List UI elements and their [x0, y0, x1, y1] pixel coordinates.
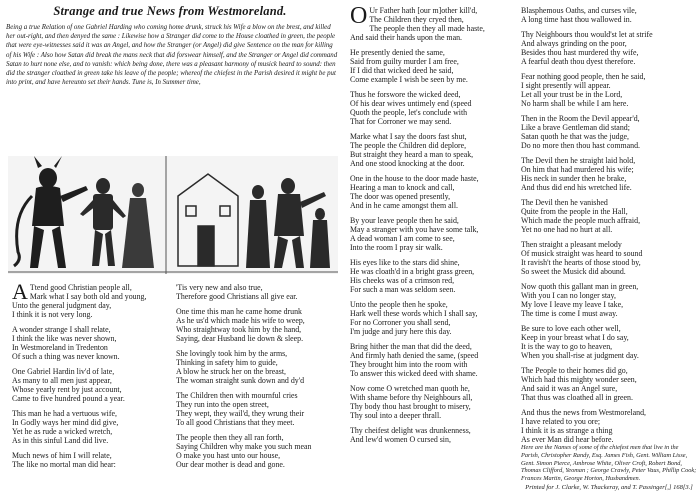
verse-line: The Devil then he vanished — [521, 198, 608, 207]
verse-line: As ever Man did hear before. — [521, 435, 614, 444]
verse-line: Ttend good Christian people all, — [29, 283, 132, 292]
verse-line: And firmly hath denied the same, (speed — [350, 351, 479, 360]
verse-line: Which had this mighty wonder seen, — [521, 375, 637, 384]
verse-line: Of his dear wives untimely end (speed — [350, 99, 472, 108]
verse-line: I think it is as strange a thing — [521, 426, 613, 435]
verse-line: Then straight a pleasant melody — [521, 240, 622, 249]
verse-line: Then in the Room the Devil appear'd, — [521, 114, 640, 123]
verse-line: The People to their homes did go, — [521, 366, 628, 375]
verse-line: Unto the people then he spoke, — [350, 300, 448, 309]
verse-line: As many to all men just appear, — [12, 376, 112, 385]
verse-line: Therefore good Christians all give ear. — [176, 292, 298, 301]
verse-line: Hearing a man to knock and call, — [350, 183, 455, 192]
intro-paragraph: Being a true Relation of one Gabriel Harding who coming home drunk, struck his Wife a blow on the brest, and killed her out-right, and then denyed the same : Likewise how a Stranger did come to the House cloathed in green, the people that were eye-witnesses said it was an Angel, and how the Stranger (or Angel) did give Sentence on the man for killing of his Wife : Also how Satan did break the mans neck that did forswear himself, and the Stranger or Angel did command Satan to hurt none else, and to vanish: which being done, there was a pleasant harmony of musick heard to sound: then did the stranger cloathed in green take his leave of the people; whereof the chiefest in the Parish desired it might be put into print, and have hereunto set their hands. Tune is, In Summer time, — [6, 24, 338, 87]
verse-line: Saying Children why make you such mean — [176, 442, 312, 451]
verse-line: Yet no one had no hurt at all. — [521, 225, 613, 234]
verse-line: Who straightway took him by the hand, — [176, 325, 302, 334]
verse-line: O make you hast unto our house, — [176, 451, 281, 460]
verse-line: And one stood knocking at the door. — [350, 159, 465, 168]
verse-line: As in this sinful Land did live. — [12, 436, 109, 445]
verse-line: And thus the news from Westmoreland, — [521, 408, 647, 417]
verse-line: One in the house to the door made haste, — [350, 174, 479, 183]
verse-line: That thus was cloathed all in green. — [521, 393, 633, 402]
verse-line: Besides thou hast murdered thy wife, — [521, 48, 639, 57]
verse-line: Of such a thing was never known. — [12, 352, 120, 361]
verse-line: She lovingly took him by the arms, — [176, 349, 288, 358]
verse-line: Our dear mother is dead and gone. — [176, 460, 285, 469]
verse-line: His neck in sunder then he brake, — [521, 174, 627, 183]
verse-line: One time this man he came home drunk — [176, 307, 302, 316]
verse-line: The door was opened presently, — [350, 192, 451, 201]
verse-line: Of musick straight was heard to sound — [521, 249, 643, 258]
verse-line: I'm judge and jury here this day. — [350, 327, 452, 336]
verse-line: My love I leave my leave I take, — [521, 300, 624, 309]
ballad-column-3 — [350, 3, 520, 444]
verse-line: In Westmoreland in Tredenton — [12, 343, 108, 352]
verse-line: The time is come I must away. — [521, 309, 618, 318]
verse-line: The people then they all made haste, — [369, 24, 485, 33]
verse-line: With you I can no longer stay, — [521, 291, 616, 300]
verse-line: The people then they all ran forth, — [176, 433, 284, 442]
drop-cap: A — [12, 279, 28, 304]
verse-line: Mark what I say both old and young, — [29, 292, 147, 301]
verse-line: Thy soul into a deeper thrall. — [350, 411, 442, 420]
verse-line: The Children they cryed then, — [369, 15, 464, 24]
verse-line: That for Corroner we may send. — [350, 117, 452, 126]
verse-line: A blow he struck her on the breast, — [176, 367, 287, 376]
verse-line: Thus he forswore the wicked deed, — [350, 90, 461, 99]
verse-line: The woman straight sunk down and dy'd — [176, 376, 305, 385]
verse-line: They brought him into the room with — [350, 360, 468, 369]
verse-line: Satan quoth he that was the judge, — [521, 132, 630, 141]
verse-line: A dead woman I am come to see, — [350, 234, 455, 243]
verse-line: Be sure to love each other well, — [521, 324, 621, 333]
verse-line: Thy body thou hast brought to misery, — [350, 402, 471, 411]
verse-line: Which made the people much affraid, — [521, 216, 641, 225]
verse-line: Saying, dear Husband lie down & sleep. — [176, 334, 304, 343]
verse-line: For no Corroner you shall send, — [350, 318, 451, 327]
verse-line: No harm shall be while I am here. — [521, 99, 629, 108]
verse-line: But straight they heard a man to speak, — [350, 150, 474, 159]
verse-line: His cheeks was of a crimson red, — [350, 276, 455, 285]
verse-line: Marke what I say the doors fast shut, — [350, 132, 467, 141]
verse-line: Much news of him I will relate, — [12, 451, 112, 460]
verse-line: It is the way to go to heaven, — [521, 342, 613, 351]
verse-line: Fear nothing good people, then he said, — [521, 72, 646, 81]
verse-line: To answer this wicked deed with shame. — [350, 369, 478, 378]
verse-line: I sight presently will appear. — [521, 81, 611, 90]
verse-line: To all good Christians that they meet. — [176, 418, 295, 427]
verse-line: And said their hands upon the man. — [350, 33, 462, 42]
verse-line: Hark well these words which I shall say, — [350, 309, 478, 318]
verse-line: They wept, they wail'd, they wrung their — [176, 409, 305, 418]
verse-line: His eyes like to the stars did shine, — [350, 258, 460, 267]
verse-line: He was cloath'd in a bright grass green, — [350, 267, 475, 276]
verse-line: Said from guilty murder I am free, — [350, 57, 459, 66]
verse-line: I think the like was never shown, — [12, 334, 117, 343]
verse-line: And in he came amongst them all. — [350, 201, 459, 210]
verse-line: They run into the open street, — [176, 400, 269, 409]
woodcut-illustration — [8, 156, 338, 274]
verse-line: Keep in your breast what I do say, — [521, 333, 629, 342]
verse-line: For such a man was seldom seen. — [350, 285, 456, 294]
ballad-column-2 — [176, 283, 341, 469]
verse-line: The people the Children did deplore, — [350, 141, 467, 150]
verse-line: A fearful death thou dyest therefore. — [521, 57, 636, 66]
verse-line: Let all your trust be in the Lord, — [521, 90, 623, 99]
verse-line: Whose yearly rent by just account, — [12, 385, 122, 394]
verse-line: And said it was an Angel sure, — [521, 384, 618, 393]
verse-line: On him that had murdered his wife; — [521, 165, 634, 174]
verse-line: And always grinding on the poor, — [521, 39, 627, 48]
verse-line: When you shall-rise at judgment day. — [521, 351, 639, 360]
verse-line: The Children then with mournful cries — [176, 391, 298, 400]
verse-line: By your leave people then he said, — [350, 216, 459, 225]
verse-line: And lew'd women O cursed sin, — [350, 435, 451, 444]
verse-line: A wonder strange I shall relate, — [12, 325, 111, 334]
verse-line: I have related to you ore; — [521, 417, 601, 426]
verse-line: In Godly ways her mind did give, — [12, 418, 119, 427]
verse-line: This man he had a vertuous wife, — [12, 409, 117, 418]
verse-line: The like no mortal man did hear: — [12, 460, 116, 469]
verse-line: 'Tis very new and also true, — [176, 283, 263, 292]
verse-line: He presently denied the same, — [350, 48, 445, 57]
verse-line: Now quoth this gallant man in green, — [521, 282, 639, 291]
verse-line: One Gabriel Hardin liv'd of late, — [12, 367, 115, 376]
verse-line: Yet he as rude a wicked wretch, — [12, 427, 113, 436]
verse-line: Do no more then thou hast command. — [521, 141, 640, 150]
verse-line: It ravish't the hearts of those stood by, — [521, 258, 641, 267]
verse-line: So sweet the Musick did abound. — [521, 267, 626, 276]
verse-line: Unto the general judgment day, — [12, 301, 112, 310]
signers-list: Here are the Names of some of the chiefest men that live in the Parish, Christopher Randy, Esq. James Fish, Gent. William Lisse, Gent. Simon Pierce, Ambrose White, Oliver Croft, Robert Bond, Thomas Clifford, Yeoman ; George Crawly, Peter Vaus, Phillip Cook; Frances Martin, George Horton, Husbandmen. — [521, 444, 697, 483]
verse-line: With shame before thy Neighbours all, — [350, 393, 473, 402]
verse-line: If I did that wicked deed he said, — [350, 66, 454, 75]
verse-line: Like a brave Gentleman did stand; — [521, 123, 630, 132]
drop-cap: O — [350, 3, 368, 29]
verse-line: May a stranger with you have some talk, — [350, 225, 479, 234]
verse-line: As he us'd which made his wife to weep, — [176, 316, 305, 325]
verse-line: Blasphemous Oaths, and curses vile, — [521, 6, 637, 15]
verse-line: Came to five hundred pound a year. — [12, 394, 125, 403]
verse-line: Thinking in safety him to guide, — [176, 358, 278, 367]
verse-line: Into the room I pray sir walk. — [350, 243, 443, 252]
ballad-column-4 — [521, 6, 697, 492]
verse-line: Thy Neighbours thou would'st let at strife — [521, 30, 653, 39]
verse-line: Now come O wretched man quoth he, — [350, 384, 470, 393]
page-title: Strange and true News from Westmoreland. — [53, 4, 287, 18]
ballad-column-1 — [12, 279, 172, 469]
colophon: Printed for J. Clarke, W. Thackeray, and T. Passinger[,] 168[3.] — [525, 483, 693, 491]
verse-line: The Devil then he straight laid hold, — [521, 156, 636, 165]
verse-line: Come example I wish be seen by me. — [350, 75, 468, 84]
verse-line: I think it is not very long. — [12, 310, 93, 319]
verse-line: Quoth the people, let's conclude with — [350, 108, 468, 117]
verse-line: Thy cheifest delight was drunkenness, — [350, 426, 471, 435]
verse-line: Quite from the people in the Hall, — [521, 207, 628, 216]
verse-line: A long time hast thou wallowed in. — [521, 15, 632, 24]
verse-line: Bring hither the man that did the deed, — [350, 342, 472, 351]
verse-line: And thus did end his wretched life. — [521, 183, 632, 192]
verse-line: Ur Father hath [our m]other kill'd, — [369, 6, 478, 15]
